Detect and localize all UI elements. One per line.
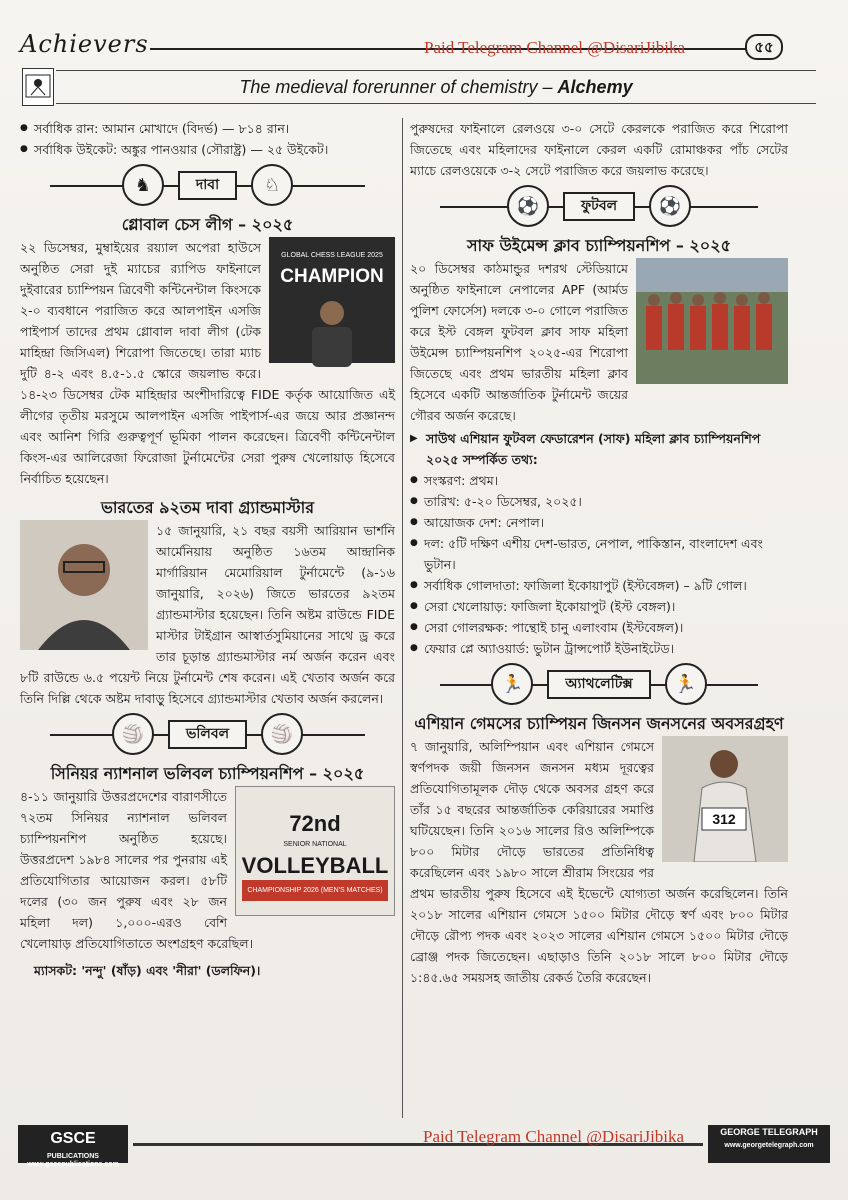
facts-heading: ▶ সাউথ এশিয়ান ফুটবল ফেডারেশন (সাফ) মহিলা ক্লাব চ্যাম্পিয়নশিপ ২০২৫ সম্পর্কিত তথ্য: bbox=[410, 428, 788, 470]
article-title: সিনিয়র ন্যাশনাল ভলিবল চ্যাম্পিয়নশিপ – ২০২৫ bbox=[50, 764, 365, 783]
list-item: ● সর্বাধিক রান: আমান মোখাদে (বিদর্ভ) — ৮১৪ রান। bbox=[20, 118, 395, 139]
runner-icon: 🏃 bbox=[491, 663, 533, 705]
article-body: ১৫ জানুয়ারি, ২১ বছর বয়সী আরিয়ান ভার্শনি আর্মেনিয়ায় অনুষ্ঠিত ১৬তম আন্দ্রানিক মার্গারিয়ান মেমোরিয়াল টুর্নামেন্টে (৯-১৬ জানুয়ারি, ২০২৬) জিতে ভারতের ৯২তম গ্র্যান্ডমাস্টার হয়েছেন। তিনি অষ্টম রাউন্ডে FIDE মাস্টার টাইগ্রান আস্বার্তসুমিয়ানের সাথে ড্র করে তার চূড়ান্ত গ্র্যান্ডমাস্টার নর্ম অর্জন করেন এবং ৮টি রাউন্ডে ৬.৫ পয়েন্ট নিয়ে টুর্নামেন্ট শেষ করেন। এই খেতাব অর্জন করে তিনি দিল্লি থেকে অষ্টম দাবাড়ু হিসেবে গ্র্যান্ডমাস্টার খেতাব অর্জন করলেন। bbox=[20, 523, 395, 706]
list-item: ● সর্বাধিক গোলদাতা: ফাজিলা ইকোয়াপুট (ইস্টবেঙ্গল) – ৯টি গোল। bbox=[410, 575, 788, 596]
page-footer bbox=[18, 1125, 830, 1170]
section-title: অ্যাথলেটিক্স bbox=[547, 670, 650, 699]
brand-logo-text: Achievers bbox=[20, 30, 149, 58]
list-item: ● সেরা গোলরক্ষক: পান্থোই চানু এলাংবাম (ইস্টবেঙ্গল)। bbox=[410, 617, 788, 638]
list-item: ● সংস্করণ: প্রথম। bbox=[410, 470, 788, 491]
gsce-publications-logo: GSCE PUBLICATIONS www.gscepublications.com bbox=[18, 1125, 128, 1163]
right-column bbox=[410, 118, 788, 988]
left-column bbox=[20, 118, 395, 981]
volleyball-player-icon: 🏐 bbox=[112, 713, 154, 755]
list-item: ● সর্বাধিক উইকেট: অঙ্কুর পানওয়ার (সৌরাষ্ট্র) — ২৫ উইকেট। bbox=[20, 139, 395, 160]
paid-channel-watermark: Paid Telegram Channel @DisariJibika bbox=[423, 1127, 685, 1146]
list-item: ● তারিখ: ৫-২০ ডিসেম্বর, ২০২৫। bbox=[410, 491, 788, 512]
jinson-johnson-photo bbox=[662, 736, 788, 862]
section-header-chess bbox=[20, 160, 395, 210]
east-bengal-team-photo bbox=[636, 258, 788, 384]
section-header-volleyball bbox=[20, 709, 395, 759]
section-header-football bbox=[410, 181, 788, 231]
list-item: ● ফেয়ার প্লে অ্যাওয়ার্ড: ভুটান ট্রান্সপোর্ট ইউনাইটেড। bbox=[410, 638, 788, 659]
article-body: ২০ ডিসেম্বর কাঠমান্ডুর দশরথ স্টেডিয়ামে অনুষ্ঠিত ফাইনালে নেপালের APF (আর্মড পুলিশ ফোর্সেস) দলকে ৩-০ গোলে পরাজিত করে ইস্ট বেঙ্গল ফুটবল ক্লাব সাফ মহিলা উইমেন্স চ্যাম্পিয়নশিপ ২০২৫-এর শিরোপা জিতেছে এবং প্রথম ভারতীয় মহিলা ক্লাব হিসেবে একটি আন্তর্জাতিক টুর্নামেন্ট জয়ের গৌরব অর্জন করেছে। bbox=[410, 261, 628, 423]
article-body: ৭ জানুয়ারি, অলিম্পিয়ান এবং এশিয়ান গেমসে স্বর্ণপদক জয়ী জিনসন জনসন মধ্যম দূরত্বের প্রতিযোগিতামূলক দৌড় থেকে অবসর গ্রহণ করে তাঁর ১৫ বছরের আন্তর্জাতিক কেরিয়ারের সমাপ্তি ঘটিয়েছেন। তিনি ২০১৬ সালের রিও অলিম্পিকে ৮০০ মিটার দৌড়ে ভারতের প্রতিনিধিত্ব করেছিলেন এবং ১৯৮০ সালে শ্রীরাম সিংয়ের পর প্রথম ভারতীয় পুরুষ হিসেবে এই ইভেন্টে যোগ্যতা অর্জন করেছিলেন। তিনি ২০১৮ সালের এশিয়ান গেমসে ১৫০০ মিটার দৌড়ে স্বর্ণ এবং ৮০০ মিটার দৌড়ে রৌপ্য পদক এবং ২০২৩ সালের এশিয়ান গেমসে ১৫০০ মিটার দৌড়ে ব্রোঞ্জ পদক জিতেছেন। এছাড়াও তিনি ২০১৮ সালে ৮০০ মিটার দৌড়ে ১:৪৫.৬৫ সময়সহ জাতীয় রেকর্ড তৈরি করেছেন। bbox=[410, 739, 788, 985]
runner-icon: 🏃 bbox=[665, 663, 707, 705]
football-player-icon: ⚽ bbox=[649, 185, 691, 227]
article-title: সাফ উইমেন্স ক্লাব চ্যাম্পিয়নশিপ – ২০২৫ bbox=[466, 236, 731, 255]
mascot-note: ম্যাসকট: 'নন্দু' (ষাঁড়) এবং 'নীরা' (ডলফিন)। bbox=[34, 963, 261, 978]
section-header-athletics bbox=[410, 659, 788, 709]
chess-knight-icon: ♘ bbox=[251, 164, 293, 206]
section-title: ভলিবল bbox=[168, 720, 247, 749]
bib-number: 312 bbox=[712, 811, 736, 827]
fact-answer: Alchemy bbox=[557, 77, 633, 97]
list-item: ● সেরা খেলোয়াড়: ফাজিলা ইকোয়াপুট (ইস্ট বেঙ্গল)। bbox=[410, 596, 788, 617]
football-player-icon: ⚽ bbox=[507, 185, 549, 227]
grandmaster-photo bbox=[20, 520, 148, 650]
page-number: ৫৫ bbox=[745, 34, 783, 60]
article-body: ৪-১১ জানুয়ারি উত্তরপ্রদেশের বারাণসীতে ৭২তম সিনিয়র ন্যাশনাল ভলিবল চ্যাম্পিয়নশিপ অনুষ্ঠিত হয়েছে। উত্তরপ্রদেশ ১৯৮৪ সালের পর পুনরায় এই প্রতিযোগিতার আয়োজন করল। ৫৮টি দলের (৩০ জন পুরুষ এবং ২৮ জন মহিলা দল) ১,০০০-এরও বেশি খেলোয়াড় প্রতিযোগিতাতে অংশগ্রহণ করেছিল। bbox=[20, 789, 254, 951]
article-title: গ্লোবাল চেস লীগ – ২০২৫ bbox=[121, 215, 294, 234]
fact-question: The medieval forerunner of chemistry – bbox=[239, 77, 558, 97]
fact-banner bbox=[56, 70, 816, 104]
list-item: ● দল: ৫টি দক্ষিণ এশীয় দেশ-ভারত, নেপাল, পাকিস্তান, বাংলাদেশ এবং ভুটান। bbox=[410, 533, 788, 575]
section-title: ফুটবল bbox=[563, 192, 635, 221]
article-body: ২২ ডিসেম্বর, মুম্বাইয়ের রয়্যাল অপেরা হাউসে অনুষ্ঠিত সেরা দুই ম্যাচের র‍্যাপিড ফাইনালে দুইবারের চ্যাম্পিয়ন ত্রিবেণী কন্টিনেন্টাল কিংসকে ২-০ ব্যবধানে পরাজিত করে আলপাইন এসজি পাইপার্স তাদের প্রথম গ্লোবাল দাবা লীগ (টেক মাহিন্দ্রা জিসিএল) শিরোপা জিতেছে। তারা ম্যাচ দুটি ৪-২ এবং ৪.৫-১.৫ স্কোরে জয়লাভ করে। ১৪-২৩ ডিসেম্বর টেক মাহিন্দ্রার অংশীদারিত্বে FIDE কর্তৃক আয়োজিত এই লীগের তৃতীয় মরসুমে আলপাইন এসজি পাইপার্স-এর জয়ে আর প্রজ্ঞানন্দ এবং আনিশ গিরি গুরুত্বপূর্ণ ভূমিকা পালন করেছেন। ত্রিবেণী কন্টিনেন্টাল কিংস-এর আলিরেজা ফিরোজা টুর্নামেন্টের সেরা পুরুষ খেলোয়াড় হিসেবে নির্বাচিত হয়েছেন। bbox=[20, 240, 395, 486]
column-divider bbox=[402, 118, 403, 1118]
article-title: এশিয়ান গেমসের চ্যাম্পিয়ন জিনসন জনসনের অবসরগ্রহণ bbox=[414, 714, 784, 733]
article-title: ভারতের ৯২তম দাবা গ্র্যান্ডমাস্টার bbox=[100, 498, 315, 517]
volleyball-poster: 72nd SENIOR NATIONAL VOLLEYBALL CHAMPIONSHIP 2026 (MEN'S MATCHES) bbox=[235, 786, 395, 916]
george-telegraph-logo: GEORGE TELEGRAPH www.georgetelegraph.com bbox=[708, 1125, 830, 1163]
achievers-emblem-icon bbox=[22, 68, 54, 106]
section-title: দাবা bbox=[178, 171, 237, 200]
chess-champion-photo: GLOBAL CHESS LEAGUE 2025 CHAMPION bbox=[269, 237, 395, 363]
list-item: ● আয়োজক দেশ: নেপাল। bbox=[410, 512, 788, 533]
article-body: পুরুষদের ফাইনালে রেলওয়ে ৩-০ সেটে কেরলকে পরাজিত করে শিরোপা জিতেছে এবং মহিলাদের ফাইনালে কেরল একটি রোমাঞ্চকর পাঁচ সেটের ম্যাচে রেলওয়েকে ৩-২ সেটে পরাজিত করে জয়লাভ করেছে। bbox=[410, 121, 788, 178]
volleyball-player-icon: 🏐 bbox=[261, 713, 303, 755]
chess-knight-icon: ♞ bbox=[122, 164, 164, 206]
paid-channel-watermark: Paid Telegram Channel @DisariJibika bbox=[424, 38, 686, 57]
